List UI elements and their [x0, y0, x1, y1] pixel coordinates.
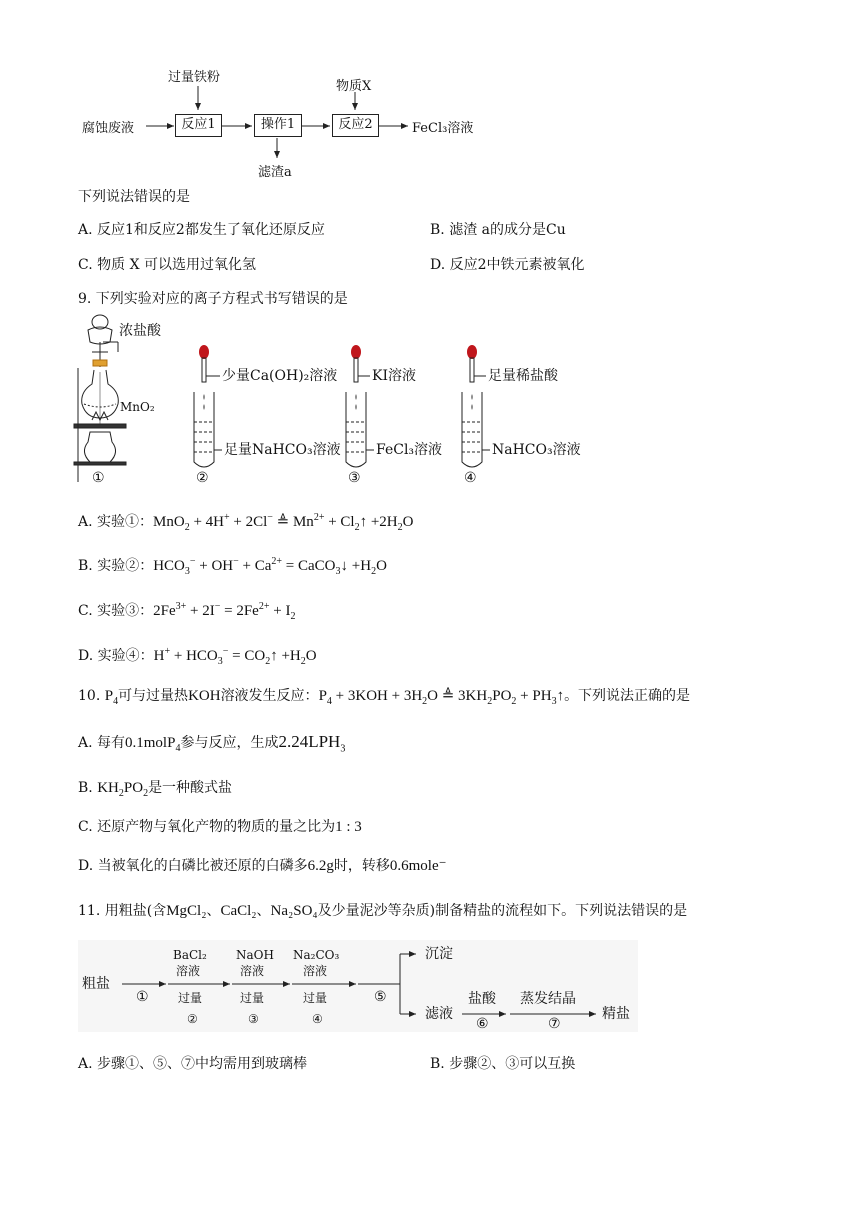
tube3-top-label: KI溶液	[372, 368, 416, 384]
flow-box-reaction2: 反应2	[332, 114, 379, 137]
flow-naoh-excess: 过量	[240, 991, 265, 1005]
q9-option-a-prefix: A. 实验①：	[78, 514, 154, 530]
flow-step-1: ①	[136, 989, 149, 1005]
q8-option-c: C. 物质 X 可以选用过氧化氢	[78, 257, 256, 273]
flow-step-2: ②	[187, 1012, 198, 1026]
flow-input-label: 腐蚀废液	[82, 121, 135, 136]
q9-option-d-equation: $H^+ + HCO_3^-$ = $CO_2↑ +H_2O$	[153, 646, 317, 667]
q10-stem	[78, 687, 690, 711]
flow-na2co3-sol: 溶液	[303, 964, 328, 978]
tube2-top-label: 少量Ca(OH)₂溶液	[222, 368, 338, 384]
flow-step-3: ③	[248, 1012, 259, 1026]
mno2-label: MnO₂	[120, 400, 155, 414]
flask-apparatus-icon	[74, 315, 126, 482]
flow-bacl2: BaCl₂	[173, 948, 207, 962]
q10-option-d	[78, 857, 447, 875]
flow-box-operation1: 操作1	[254, 114, 302, 137]
flow-box-reaction1: 反应1	[175, 114, 222, 137]
q10-stem-end: 。下列说法正确的是	[564, 688, 691, 704]
q9-stem: 9. 下列实验对应的离子方程式书写错误的是	[78, 291, 348, 307]
test-tube-2-icon	[194, 345, 222, 467]
flow-x-label: 物质X	[336, 79, 372, 94]
q8-option-b: B. 滤渣 a的成分是Cu	[430, 222, 566, 238]
q10-option-a-mid: 参与反应，生成	[180, 735, 279, 751]
q10-option-d-mid: 时，转移	[333, 858, 390, 874]
q10-option-d-amount: 0.6mole⁻	[389, 858, 447, 874]
q9-option-c-prefix: C. 实验③：	[78, 603, 154, 619]
q10-option-c-text: C. 还原产物与氧化产物的物质的量之比为	[78, 819, 336, 835]
flow-na2co3: Na₂CO₃	[293, 948, 340, 962]
q10-koh: KOH	[188, 688, 221, 704]
flow-na2co3-excess: 过量	[303, 991, 328, 1005]
q11-stem-end: 及少量泥沙等杂质)制备精盐的流程如下。下列说法错误的是	[317, 903, 688, 919]
flow-output-label: FeCl₃溶液	[412, 121, 474, 136]
q10-option-c	[78, 818, 362, 836]
q9-option-c	[78, 598, 295, 626]
q10-number: 10.	[78, 688, 105, 704]
flow-step-5: ⑤	[374, 989, 387, 1005]
flow-iron-label: 过量铁粉	[168, 70, 221, 85]
q10-stem-mid: 可与过量热	[118, 688, 189, 704]
q11-stem-pre: 11. 用粗盐(含	[78, 903, 167, 919]
q8-option-d: D. 反应2中铁元素被氧化	[430, 257, 585, 273]
q8-stem: 下列说法错误的是	[78, 189, 190, 205]
q11-sep: 、	[206, 903, 221, 919]
flow-residue-label: 滤渣a	[258, 165, 292, 180]
flow-step-4: ④	[312, 1012, 323, 1026]
flow-diagram-q8	[0, 0, 860, 190]
q10-p4: $P_4$	[104, 688, 119, 707]
q9-option-b-prefix: B. 实验②：	[78, 558, 154, 574]
apparatus-number-4: ④	[464, 470, 477, 486]
q10-option-a	[78, 733, 345, 758]
q10-option-b-text: 是一种酸式盐	[148, 780, 233, 796]
q10-option-a-volume: $2.24LPH_3$	[278, 732, 346, 755]
q11-option-b: B. 步骤②、③可以互换	[430, 1056, 576, 1072]
q8-option-a: A. 反应1和反应2都发生了氧化还原反应	[78, 222, 325, 238]
flow-filtrate: 滤液	[425, 1006, 453, 1022]
flow-naoh: NaOH	[236, 948, 274, 962]
flow-evaporate: 蒸发结晶	[520, 991, 576, 1007]
q9-option-b-equation: $HCO_3^- + OH^- + Ca^{2+}$ = CaCO$_3$↓ $+H_2O$	[153, 556, 387, 577]
q10-option-b-formula: $KH_2PO_2$	[97, 780, 149, 799]
q9-option-a-equation: MnO$_2$ + 4H+ + 2Cl− ≜ $Mn^{2+}$ + $Cl_2↑ +2H_2O$	[153, 512, 414, 533]
apparatus-number-2: ②	[196, 470, 209, 486]
flow-precipitate: 沉淀	[425, 946, 453, 962]
tube3-bottom-label: FeCl₃溶液	[376, 442, 443, 458]
q10-option-d-text: D. 当被氧化的白磷比被还原的白磷多	[78, 858, 308, 874]
q11-na2so4: Na₂SO₄	[270, 903, 318, 919]
tube2-bottom-label: 足量NaHCO₃溶液	[224, 442, 341, 458]
q11-sep: 、	[256, 903, 271, 919]
q9-option-b	[78, 553, 387, 581]
tube4-bottom-label: NaHCO₃溶液	[492, 442, 581, 458]
tube4-top-label: 足量稀盐酸	[488, 368, 558, 384]
q11-option-a: A. 步骤①、⑤、⑦中均需用到玻璃棒	[78, 1056, 308, 1072]
flow-bacl2-sol: 溶液	[176, 964, 201, 978]
q10-equation: $P_4 + 3KOH + 3H_2O$ ≜ $3KH_2PO_2$ + $PH_3↑$	[318, 688, 565, 707]
q10-option-b	[78, 779, 232, 803]
q11-cacl2: CaCl₂	[220, 903, 257, 919]
test-tube-3-icon	[346, 345, 374, 467]
flow-fine-salt: 精盐	[602, 1006, 630, 1022]
q10-option-a-amount: 0.1molP$_4$	[125, 735, 181, 754]
apparatus-number-1: ①	[92, 470, 105, 486]
flow-hcl: 盐酸	[468, 991, 496, 1007]
q9-option-c-equation: $2Fe^{3+} + 2I^- = 2Fe^{2+} + I_2$	[153, 601, 296, 622]
conc-hcl-label: 浓盐酸	[119, 323, 161, 339]
flow-step-7: ⑦	[548, 1016, 561, 1032]
q10-stem-mid2: 溶液发生反应：	[220, 688, 319, 704]
q10-option-b-prefix: B.	[78, 780, 98, 796]
flow-naoh-sol: 溶液	[240, 964, 265, 978]
q9-option-d-prefix: D. 实验④：	[78, 648, 154, 664]
flow-bacl2-excess: 过量	[178, 991, 203, 1005]
q9-option-d	[78, 643, 317, 671]
q9-option-a	[78, 509, 413, 537]
q10-option-c-ratio: 1 : 3	[335, 819, 362, 835]
q10-option-d-mass: 6.2g	[307, 858, 334, 874]
flow-step-6: ⑥	[476, 1016, 489, 1032]
flow-crude-salt: 粗盐	[82, 976, 110, 992]
apparatus-number-3: ③	[348, 470, 361, 486]
q11-stem	[78, 902, 687, 920]
q11-mgcl2: MgCl₂	[166, 903, 207, 919]
test-tube-4-icon	[462, 345, 490, 467]
q10-option-a-prefix: A. 每有	[78, 735, 126, 751]
